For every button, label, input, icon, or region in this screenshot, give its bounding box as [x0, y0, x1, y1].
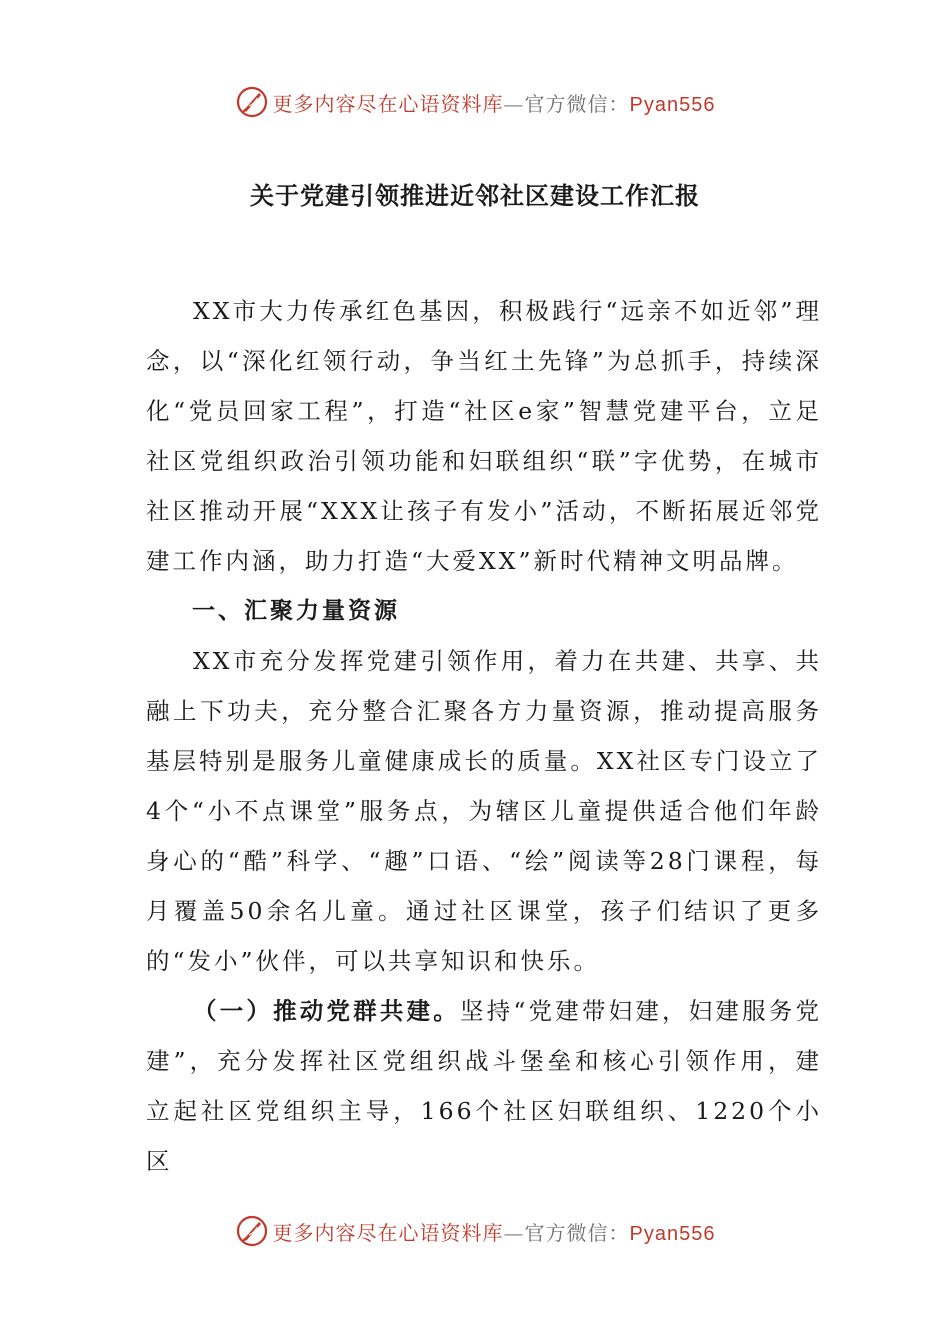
subsection-text: 坚持“党建带妇建，妇建服务党建”，充分发挥社区党组织战斗堡垒和核心引领作用，建立起社区党组织主导，166个社区妇联组织、1220个小区: [146, 997, 823, 1175]
banner-brand-text: 更多内容尽在心语资料库: [272, 1220, 504, 1245]
document-title: 关于党建引领推进近邻社区建设工作汇报: [250, 182, 700, 210]
document-body: [146, 286, 822, 1186]
banner-brand-text: 更多内容尽在心语资料库: [272, 91, 504, 116]
banner-wechat-id: Pyan556: [629, 93, 716, 116]
quill-logo-icon: [235, 1214, 269, 1248]
intro-paragraph: XX市大力传承红色基因，积极践行“远亲不如近邻”理念，以“深化红领行动，争当红土先锋”为总抓手，持续深化“党员回家工程”，打造“社区e家”智慧党建平台，立足社区党组织政治引领功能和妇联组织“联”字优势，在城市社区推动开展“XXX让孩子有发小”活动，不断拓展近邻党建工作内涵，助力打造“大爱XX”新时代精神文明品牌。: [146, 297, 822, 575]
subsection-paragraph: [146, 986, 822, 1186]
banner-wechat-id: Pyan556: [629, 1222, 716, 1245]
subsection-lead: （一）推动党群共建。: [193, 997, 460, 1025]
section-heading: 一、汇聚力量资源: [192, 598, 400, 624]
header-banner: [0, 82, 950, 122]
quill-logo-icon: [235, 85, 269, 119]
banner-wechat-label: 官方微信：: [524, 1220, 630, 1245]
banner-wechat-label: 官方微信：: [524, 91, 630, 116]
section-paragraph: XX市充分发挥党建引领作用，着力在共建、共享、共融上下功夫，充分整合汇聚各方力量资源，推动提高服务基层特别是服务儿童健康成长的质量。XX社区专门设立了4个“小不点课堂”服务点，为辖区儿童提供适合他们年龄身心的“酷”科学、“趣”口语、“绘”阅读等28门课程，每月覆盖50余名儿童。通过社区课堂，孩子们结识了更多的“发小”伙伴，可以共享知识和快乐。: [146, 647, 822, 975]
footer-banner: [0, 1211, 950, 1251]
banner-separator: —: [503, 1220, 525, 1245]
banner-separator: —: [503, 91, 525, 116]
